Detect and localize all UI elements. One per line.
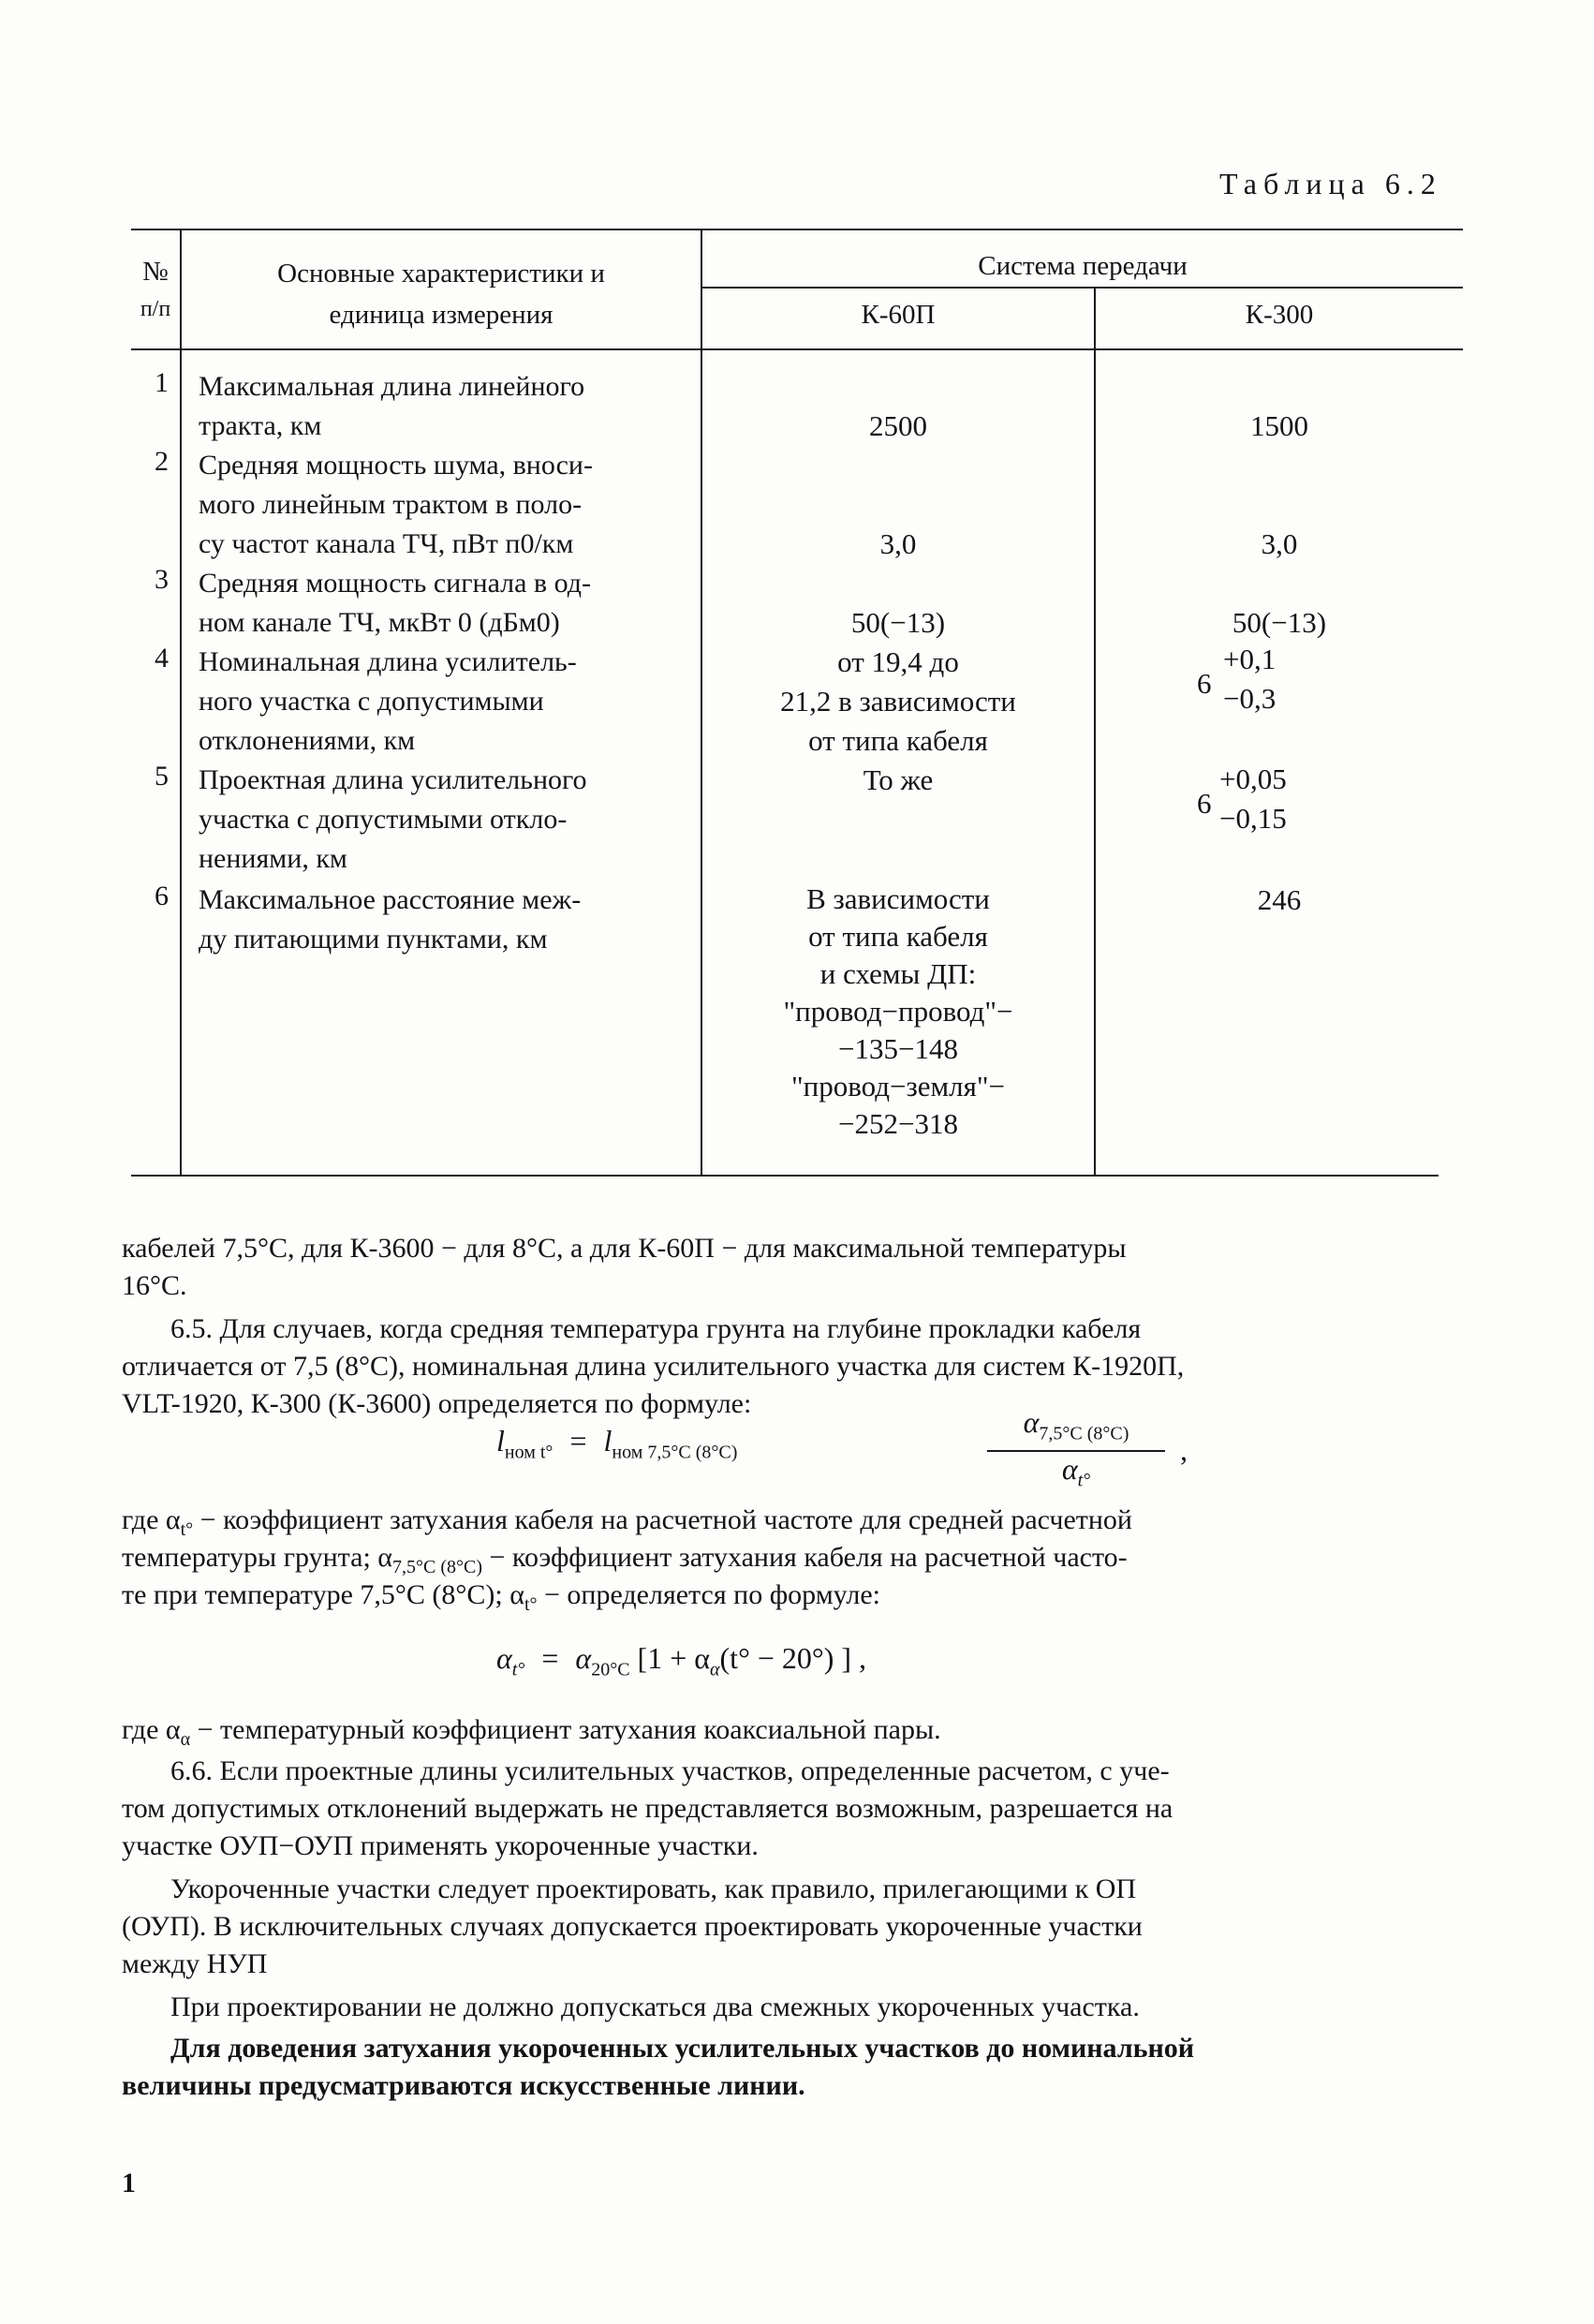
- text-line: (ОУП). В исключительных случаях допускается проектировать укороченные участки: [122, 1911, 1143, 1942]
- table-top-rule: [131, 229, 1463, 230]
- value-k60p: 2500: [869, 409, 927, 442]
- row-number: 4: [155, 643, 169, 674]
- page-number: 1: [122, 2168, 136, 2198]
- row-description: Проектная длина усилительного участка с допустимыми откло- нениями, км: [199, 764, 587, 874]
- num-col-rule: [180, 229, 182, 1177]
- value-k300-plus: +0,05: [1219, 762, 1287, 795]
- text-line: Для доведения затухания укороченных усилительных участков до номинальной: [170, 2033, 1195, 2064]
- text-line: между НУП: [122, 1948, 268, 1979]
- value-k300-base: 6: [1197, 667, 1212, 700]
- value-k300: 3,0: [1261, 527, 1298, 560]
- formula-comma: ,: [1180, 1433, 1188, 1467]
- header-k300: К-300: [1245, 300, 1314, 330]
- row-description: Средняя мощность сигнала в од- ном канале ТЧ, мкВт 0 (дБм0): [199, 568, 591, 638]
- header-k60p: К-60П: [861, 300, 936, 330]
- row-number: 1: [155, 367, 169, 398]
- value-k300-minus: −0,15: [1219, 802, 1287, 835]
- value-k60p: В зависимости от типа кабеля и схемы ДП: "провод−провод"− −135−148 "провод−земля"− −252−318: [783, 882, 1013, 1140]
- text-line: где $\alpha_{t^\circ}$ − коэффициент затухания кабеля на расчетной частоте для средней расчетной: [122, 1504, 1132, 1540]
- header-num: № п/п: [140, 257, 171, 321]
- header-characteristics: Основные характеристики и единица измерения: [277, 259, 605, 330]
- row-number: 2: [155, 446, 169, 477]
- text-line: При проектировании не должно допускаться два смежных укороченных участка.: [170, 1991, 1140, 2022]
- row-number: 5: [155, 761, 169, 792]
- value-k300: 1500: [1250, 409, 1308, 442]
- row-description: Номинальная длина усилитель- ного участка с допустимыми отклонениями, км: [199, 646, 577, 756]
- formula-attenuation: $\alpha_{t^\circ} = \alpha_{20^\circ С}$ [$1 + \alpha_\alpha(t^\circ - 20^\circ)$ ] ,: [496, 1641, 867, 1680]
- text-line: том допустимых отклонений выдержать не представляется возможным, разрешается на: [122, 1793, 1173, 1824]
- value-k60p: от 19,4 до 21,2 в зависимости от типа кабеля: [780, 645, 1016, 757]
- text-line: кабелей 7,5°С, для К-3600 − для 8°С, а для К-60П − для максимальной температуры: [122, 1233, 1127, 1264]
- value-k300-base: 6: [1197, 787, 1212, 820]
- text-line: 6.5. Для случаев, когда средняя температура грунта на глубине прокладки кабеля: [170, 1313, 1142, 1344]
- row-description: Средняя мощность шума, вноси- мого линейным трактом в поло- су частот канала ТЧ, пВт п0/км: [199, 450, 593, 559]
- text-line: отличается от 7,5 (8°С), номинальная длина усилительного участка для систем К-1920П,: [122, 1351, 1185, 1382]
- text-line: температуры грунта; $\alpha_{7,5^\circ С (8^\circ С)}$ − коэффициент затухания кабеля на расчетной часто-: [122, 1542, 1128, 1577]
- value-k300: 50(−13): [1232, 606, 1327, 639]
- value-k60p: 50(−13): [850, 606, 946, 639]
- text-line: Укороченные участки следует проектировать, как правило, прилегающими к ОП: [170, 1873, 1137, 1904]
- text-line: 16°С.: [122, 1270, 187, 1301]
- formula-nominal-length: $l_{ном t^\circ} = l_{ном 7,5^\circ С (8^\circ С)}$: [496, 1424, 738, 1463]
- table-bottom-rule: [131, 1175, 1439, 1177]
- text-line: где $\alpha_\alpha$ − температурный коэффициент затухания коаксиальной пары.: [122, 1714, 941, 1750]
- system-header-rule: [701, 287, 1463, 289]
- text-line: VLT-1920, К-300 (К-3600) определяется по формуле:: [122, 1388, 752, 1419]
- text-line: участке ОУП−ОУП применять укороченные участки.: [122, 1830, 759, 1861]
- text-line: 6.6. Если проектные длины усилительных участков, определенные расчетом, с уче-: [170, 1755, 1170, 1786]
- row-number: 3: [155, 564, 169, 595]
- value-k300: 246: [1257, 883, 1302, 916]
- value-k300-minus: −0,3: [1223, 682, 1277, 715]
- header-bottom-rule: [131, 348, 1463, 350]
- table-title: Таблица 6.2: [1219, 167, 1442, 200]
- value-k300-plus: +0,1: [1223, 643, 1277, 675]
- formula-fraction: $\alpha_{7,5^\circ С (8^\circ С)}$ $\alpha_{t^\circ}$: [987, 1405, 1165, 1498]
- text-line: те при температуре 7,5°С (8°С); $\alpha_{t^\circ}$ − определяется по формуле:: [122, 1579, 880, 1615]
- value-k60p: То же: [863, 763, 934, 796]
- text-line: величины предусматриваются искусственные линии.: [122, 2070, 805, 2101]
- row-description: Максимальное расстояние меж- ду питающими пунктами, км: [199, 884, 582, 955]
- row-description: Максимальная длина линейного тракта, км: [199, 371, 585, 441]
- header-system: Система передачи: [978, 251, 1188, 281]
- value-k60p: 3,0: [879, 527, 917, 560]
- row-number: 6: [155, 881, 169, 911]
